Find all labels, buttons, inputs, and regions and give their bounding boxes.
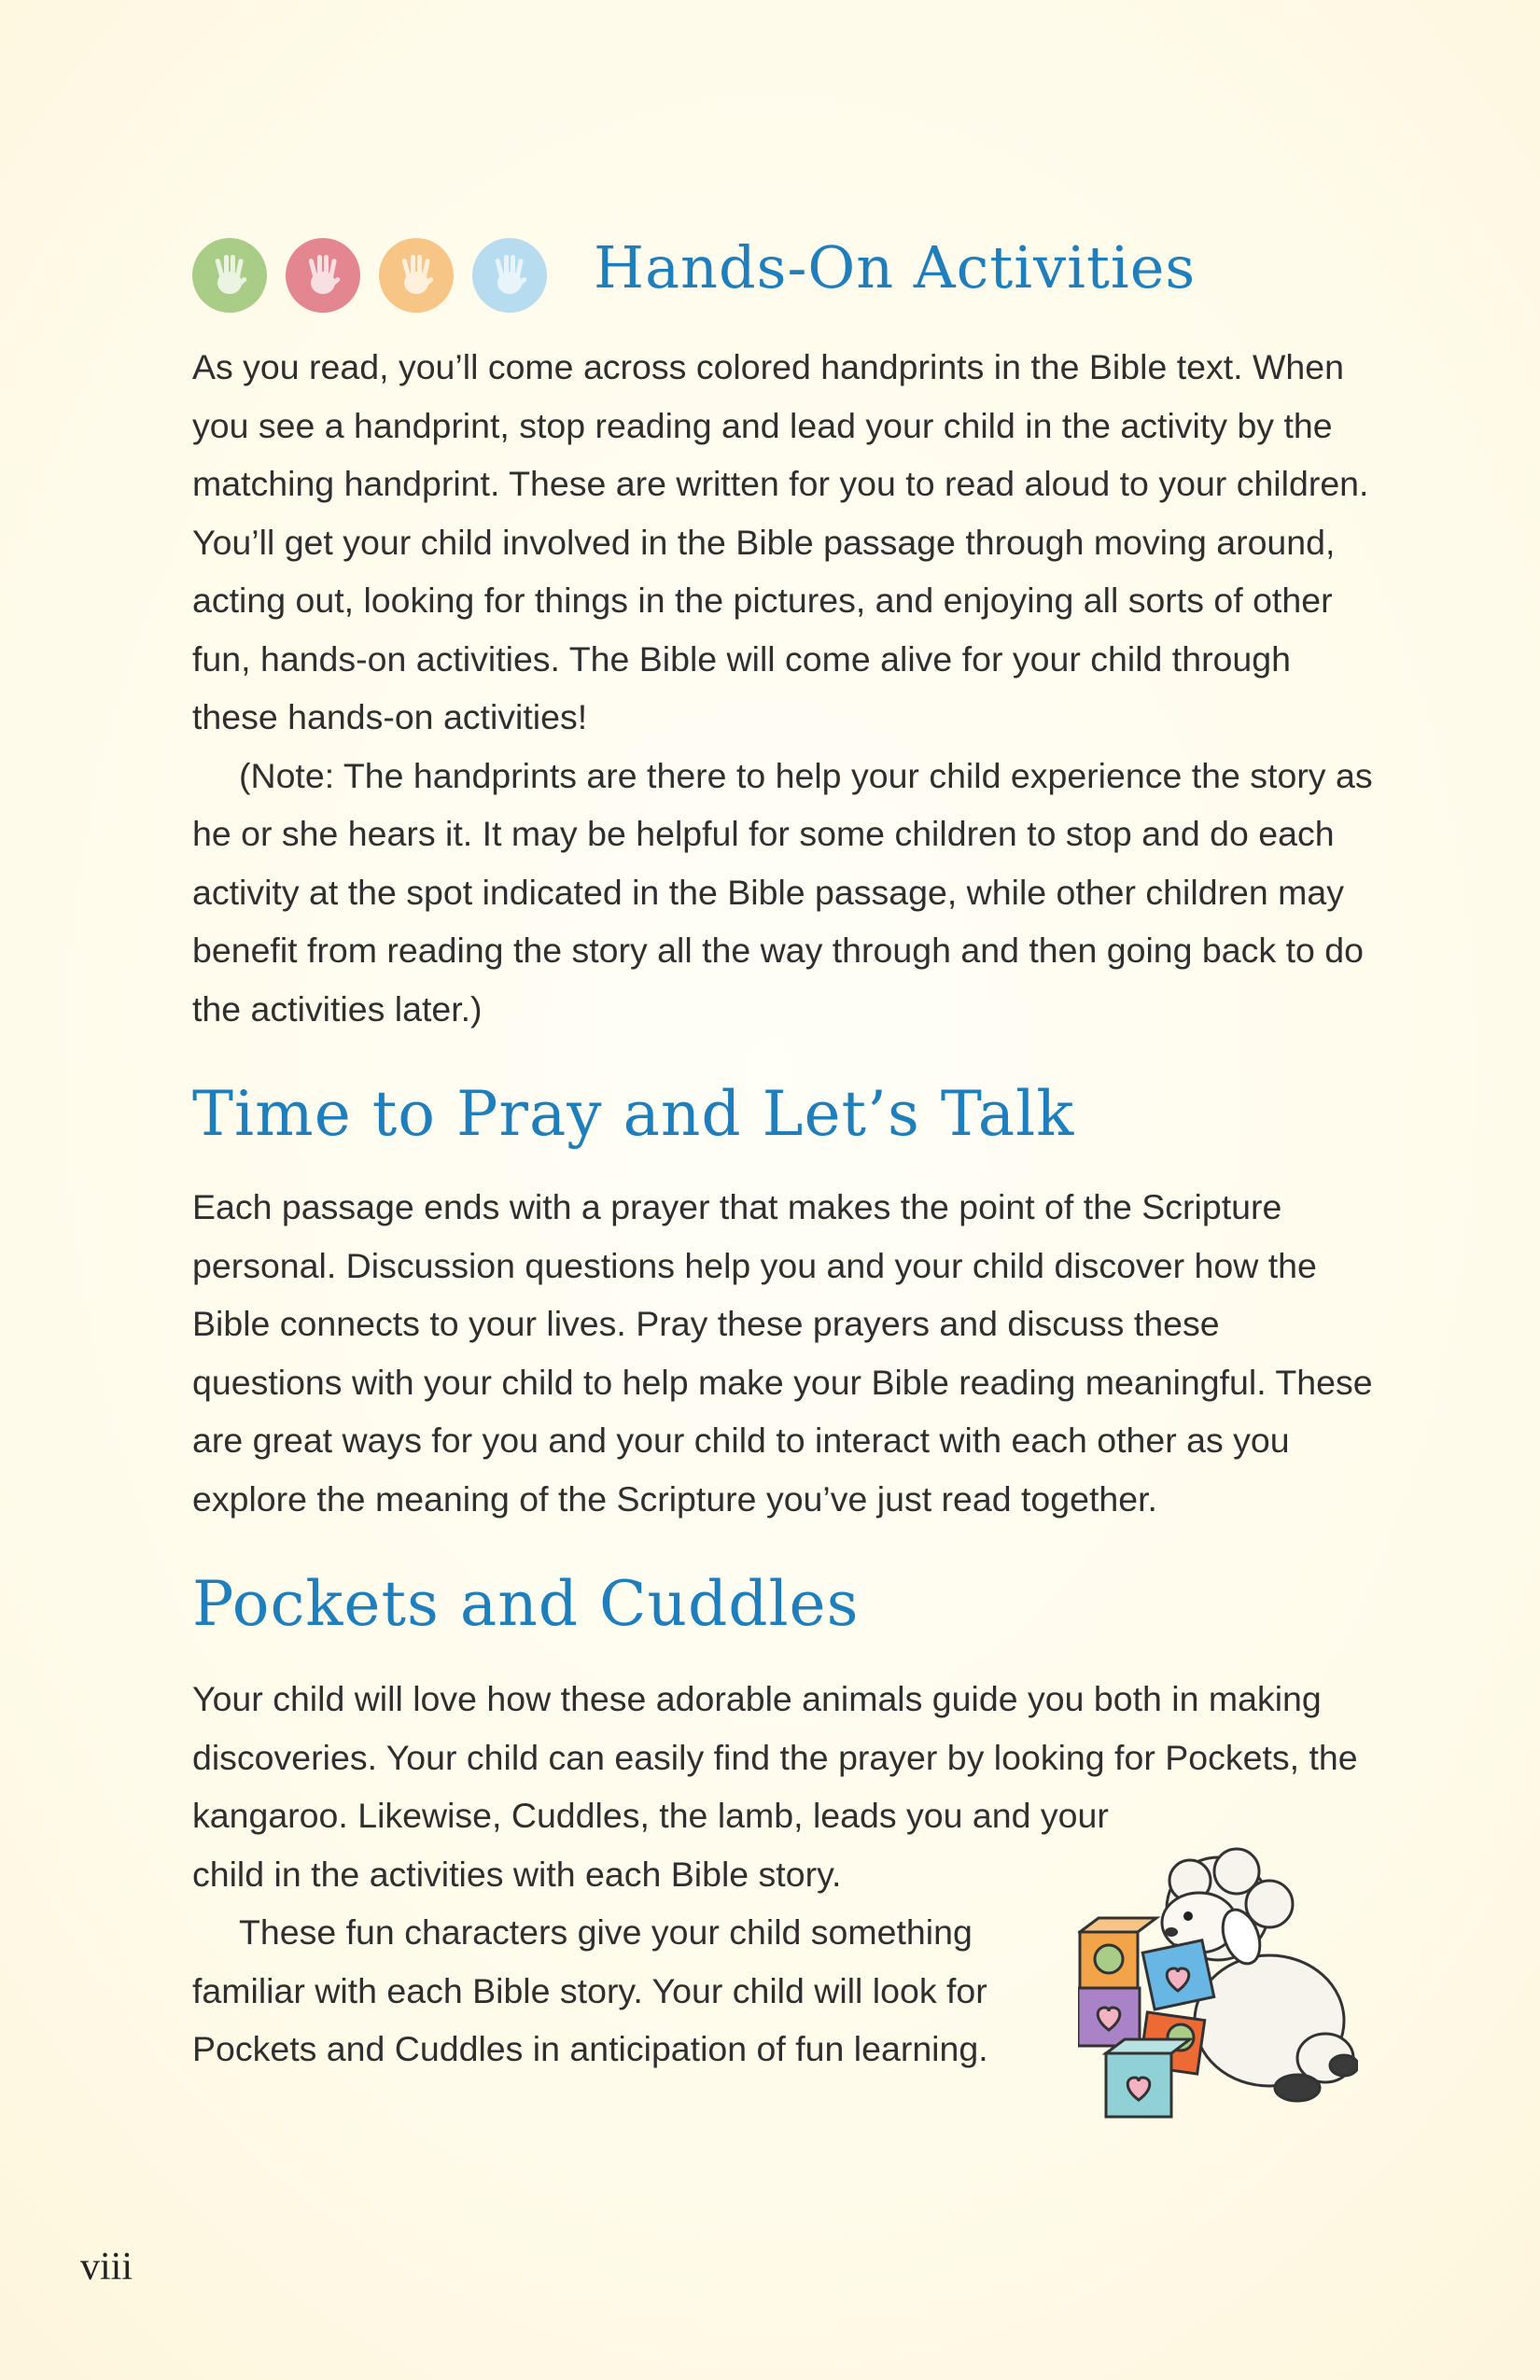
pc-line: discoveries. Your child can easily find the prayer by looking for Pockets, the <box>192 1737 1358 1777</box>
pray-talk-section <box>192 1078 1378 1150</box>
blue-handprint-icon <box>472 238 547 313</box>
red-handprint-icon <box>286 238 360 313</box>
hands-on-heading: Hands-On Activities <box>594 233 1197 301</box>
pc-line: These fun characters give your child something <box>239 1912 973 1952</box>
green-handprint-icon <box>192 238 267 313</box>
lamb-with-blocks-illustration <box>1078 1843 1358 2123</box>
handprint-icons <box>192 238 566 313</box>
pc-line: Your child will love how these adorable animals guide you both in making <box>192 1679 1322 1718</box>
pc-line: kangaroo. Likewise, Cuddles, the lamb, leads you and your <box>192 1796 1109 1835</box>
hands-on-paragraph: As you read, you’ll come across colored handprints in the Bible text. When you see a handprint, stop reading and lead your child in the activity by the matching handprint. These are written for you to read aloud to your children. You’ll get your child involved in the Bible passage through moving around, acting out, looking for things in the pictures, and enjoying all sorts of other fun, hands-on activities. The Bible will come alive for your child through these hands-on activities! <box>192 347 1369 736</box>
pc-line: familiar with each Bible story. Your child will look for <box>192 1970 987 2010</box>
hands-on-section <box>192 338 1378 1038</box>
pray-talk-paragraph: Each passage ends with a prayer that makes the point of the Scripture personal. Discussion questions help you and your child discover how the Bible connects to your lives. Pray these prayers and discuss these questions with your child to help make your Bible reading meaningful. These are great ways for you and your child to interact with each other as you explore the meaning of the Scripture you’ve just read together. <box>192 1187 1373 1519</box>
hands-on-note: (Note: The handprints are there to help your child experience the story as he or she hears it. It may be helpful for some children to stop and do each activity at the spot indicated in the Bible passage, while other children may benefit from reading the story all the way through and then going back to do the activities later.) <box>192 755 1373 1029</box>
pray-talk-body <box>192 1178 1378 1528</box>
pc-line: child in the activities with each Bible story. <box>192 1854 842 1894</box>
page-number: viii <box>80 2246 133 2289</box>
pray-talk-heading: Time to Pray and Let’s Talk <box>192 1078 1075 1150</box>
orange-handprint-icon <box>379 238 454 313</box>
pc-line: Pockets and Cuddles in anticipation of fun learning. <box>192 2029 988 2068</box>
pockets-cuddles-section <box>192 1568 1378 1640</box>
pockets-cuddles-heading: Pockets and Cuddles <box>192 1568 860 1640</box>
